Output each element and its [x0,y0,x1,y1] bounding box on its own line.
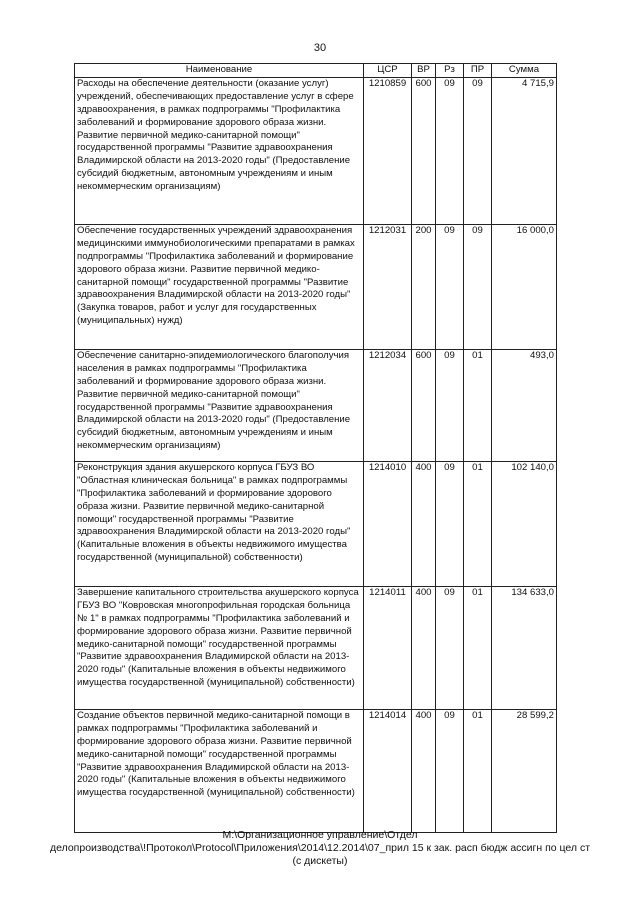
header-vr: ВР [412,64,436,78]
cell-pr: 09 [464,224,492,349]
cell-rz: 09 [436,349,464,461]
cell-vr: 400 [412,709,436,832]
cell-rz: 09 [436,461,464,586]
table-row [75,77,557,224]
header-sum: Сумма [492,64,557,78]
cell-csr: 1212031 [364,224,412,349]
header-name: Наименование [75,64,364,78]
page-number: 30 [313,42,327,54]
cell-sum: 134 633,0 [492,586,557,709]
cell-sum: 493,0 [492,349,557,461]
cell-sum: 4 715,9 [492,77,557,224]
header-rz: Рз [436,64,464,78]
cell-csr: 1214011 [364,586,412,709]
table-row [75,461,557,586]
cell-name: Расходы на обеспечение деятельности (оказание услуг) учреждений, обеспечивающих предоставление услуг в сфере здравоохранения, в рамках подпрограммы "Профилактика заболеваний и формирование здорового образа жизни. Развитие первичной медико-санитарной помощи" государственной программы "Развитие здравоохранения Владимирской области на 2013-2020 годы" (Предоставление субсидий бюджетным, автономным учреждениям и иным некоммерческим организациям) [75,77,364,224]
cell-name: Обеспечение государственных учреждений здравоохранения медицинскими иммунобиологическими препаратами в рамках подпрограммы "Профилактика заболеваний и формирование здорового образа жизни. Развитие первичной медико-санитарной помощи" государственной программы "Развитие здравоохранения Владимирской области на 2013-2020 годы" (Закупка товаров, работ и услуг для государственных (муниципальных) нужд) [75,224,364,349]
cell-vr: 400 [412,586,436,709]
table-row [75,224,557,349]
header-pr: ПР [464,64,492,78]
table-row [75,349,557,461]
footer-line: (с дискеты) [292,855,348,867]
cell-vr: 600 [412,349,436,461]
table-row [75,586,557,709]
cell-name: Реконструкция здания акушерского корпуса ГБУЗ ВО "Областная клиническая больница" в рамках подпрограммы "Профилактика заболеваний и формирование здорового образа жизни. Развитие первичной медико-санитарной помощи" государственной программы "Развитие здравоохранения Владимирской области на 2013-2020 годы" (Капитальные вложения в объекты недвижимого имущества государственной (муниципальной) собственности) [75,461,364,586]
cell-pr: 01 [464,349,492,461]
cell-csr: 1214014 [364,709,412,832]
cell-pr: 09 [464,77,492,224]
footer-line: делопроизводства\!Протокол\Protocol\Приложения\2014\12.2014\07_прил 15 к зак. расп бюдж ассигн по цел ст [49,842,591,854]
footer-line: M:\Организационное управление\Отдел [222,829,418,841]
cell-csr: 1214010 [364,461,412,586]
table-header-row [75,64,557,78]
cell-sum: 16 000,0 [492,224,557,349]
budget-table [74,63,557,833]
table-row [75,709,557,832]
cell-sum: 28 599,2 [492,709,557,832]
cell-csr: 1212034 [364,349,412,461]
cell-rz: 09 [436,224,464,349]
cell-vr: 600 [412,77,436,224]
cell-vr: 400 [412,461,436,586]
cell-vr: 200 [412,224,436,349]
cell-name: Завершение капитального строительства акушерского корпуса ГБУЗ ВО "Ковровская многопрофильная городская больница № 1" в рамках подпрограммы "Профилактика заболеваний и формирование здорового образа жизни. Развитие первичной медико-санитарной помощи" государственной программы "Развитие здравоохранения Владимирской области на 2013-2020 годы" (Капитальные вложения в объекты недвижимого имущества государственной (муниципальной) собственности) [75,586,364,709]
cell-rz: 09 [436,77,464,224]
cell-rz: 09 [436,709,464,832]
cell-name: Обеспечение санитарно-эпидемиологического благополучия населения в рамках подпрограммы "Профилактика заболеваний и формирование здорового образа жизни. Развитие первичной медико-санитарной помощи" государственной программы "Развитие здравоохранения Владимирской области на 2013-2020 годы" (Предоставление субсидий бюджетным, автономным учреждениям и иным некоммерческим организациям) [75,349,364,461]
cell-csr: 1210859 [364,77,412,224]
header-csr: ЦСР [364,64,412,78]
cell-pr: 01 [464,709,492,832]
cell-sum: 102 140,0 [492,461,557,586]
cell-rz: 09 [436,586,464,709]
cell-pr: 01 [464,586,492,709]
file-path-footer [0,829,640,868]
cell-name: Создание объектов первичной медико-санитарной помощи в рамках подпрограммы "Профилактика заболеваний и формирование здорового образа жизни. Развитие первичной медико-санитарной помощи" государственной программы "Развитие здравоохранения Владимирской области на 2013-2020 годы" (Капитальные вложения в объекты недвижимого имущества государственной (муниципальной) собственности) [75,709,364,832]
cell-pr: 01 [464,461,492,586]
